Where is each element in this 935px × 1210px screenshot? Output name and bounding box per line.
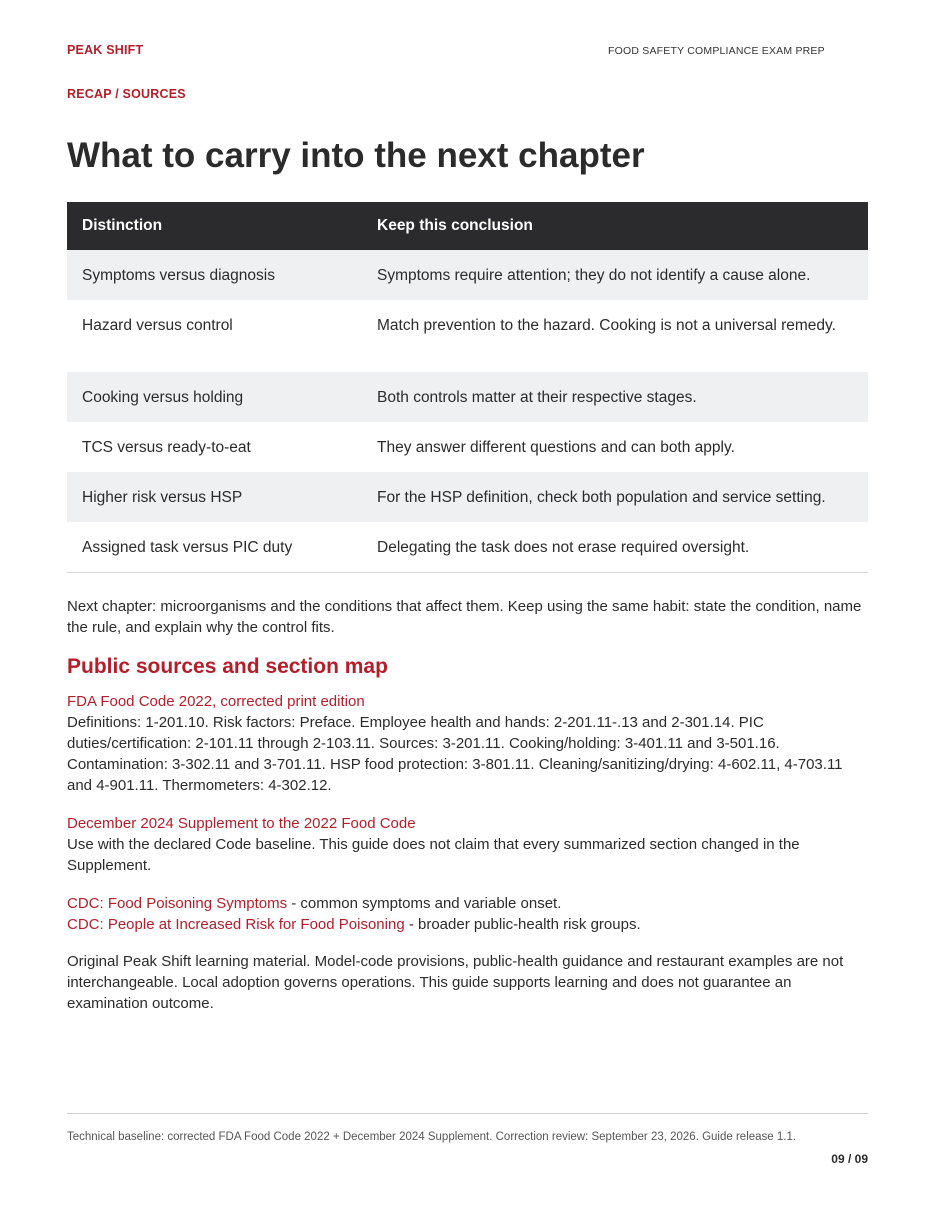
page-number: 09 / 09: [831, 1152, 868, 1166]
footer-divider: [67, 1113, 868, 1114]
conclusion-cell: Both controls matter at their respective stages.: [362, 372, 868, 422]
cdc-risk-note: - broader public-health risk groups.: [404, 916, 641, 933]
cdc-risk-link[interactable]: CDC: People at Increased Risk for Food Poisoning: [67, 916, 405, 933]
table-row: [67, 300, 868, 372]
table-row: [67, 472, 868, 522]
fda-section-map: Definitions: 1-201.10. Risk factors: Preface. Employee health and hands: 2-201.11-.13 and 2-301.14. PIC duties/certification: 2-101.11 through 2-103.11. Sources: 3-201.11. Cooking/holding: 3-401.11 and 3-501.16. Contamination: 3-302.11 and 3-701.11. HSP food protection: 3-801.11. Cleaning/sanitizing/drying: 4-602.11, 4-703.11 and 4-901.11. Thermometers: 4-302.12.: [67, 714, 843, 794]
cdc-sources: [67, 893, 868, 935]
conclusion-cell: Delegating the task does not erase required oversight.: [362, 522, 868, 573]
course-title: FOOD SAFETY COMPLIANCE EXAM PREP: [608, 45, 825, 57]
supplement-note: Use with the declared Code baseline. This guide does not claim that every summarized section changed in the Supplement.: [67, 836, 800, 874]
table-row: [67, 372, 868, 422]
section-eyebrow: RECAP / SOURCES: [67, 87, 186, 101]
sources-heading: Public sources and section map: [67, 655, 388, 678]
fda-food-code-link[interactable]: FDA Food Code 2022, corrected print edition: [67, 693, 365, 710]
page-title: What to carry into the next chapter: [67, 136, 645, 175]
distinction-cell: Cooking versus holding: [67, 372, 362, 422]
page: [67, 0, 868, 1210]
distinction-cell: Assigned task versus PIC duty: [67, 522, 362, 573]
conclusion-cell: For the HSP definition, check both population and service setting.: [362, 472, 868, 522]
distinction-cell: Higher risk versus HSP: [67, 472, 362, 522]
table-row: [67, 422, 868, 472]
conclusion-cell: Match prevention to the hazard. Cooking is not a universal remedy.: [377, 317, 836, 334]
column-header-conclusion: Keep this conclusion: [362, 202, 868, 250]
distinction-cell: TCS versus ready-to-eat: [82, 439, 251, 456]
conclusion-cell: They answer different questions and can both apply.: [377, 439, 735, 456]
table-row: [67, 522, 868, 573]
cdc-symptoms-note: - common symptoms and variable onset.: [287, 895, 562, 912]
table-row: [67, 250, 868, 300]
brand-name: PEAK SHIFT: [67, 43, 144, 57]
fda-source: [67, 691, 868, 796]
footer-note: Technical baseline: corrected FDA Food Code 2022 + December 2024 Supplement. Correction review: September 23, 2026. Guide release 1.1.: [67, 1131, 797, 1143]
next-chapter-note: Next chapter: microorganisms and the conditions that affect them. Keep using the same habit: state the condition, name the rule, and explain why the control fits.: [67, 598, 862, 636]
cdc-symptoms-link[interactable]: CDC: Food Poisoning Symptoms: [67, 895, 288, 912]
distinction-cell: Hazard versus control: [82, 317, 233, 334]
conclusion-cell: Symptoms require attention; they do not identify a cause alone.: [362, 250, 868, 300]
column-header-distinction: Distinction: [67, 202, 362, 250]
table-header-row: [67, 202, 868, 250]
supplement-link[interactable]: December 2024 Supplement to the 2022 Food Code: [67, 815, 416, 832]
distinction-cell: Symptoms versus diagnosis: [67, 250, 362, 300]
recap-table: [67, 202, 868, 573]
disclaimer: Original Peak Shift learning material. Model-code provisions, public-health guidance and restaurant examples are not interchangeable. Local adoption governs operations. This guide supports learning and does not guarantee an examination outcome.: [67, 953, 844, 1012]
supplement-source: [67, 813, 868, 876]
